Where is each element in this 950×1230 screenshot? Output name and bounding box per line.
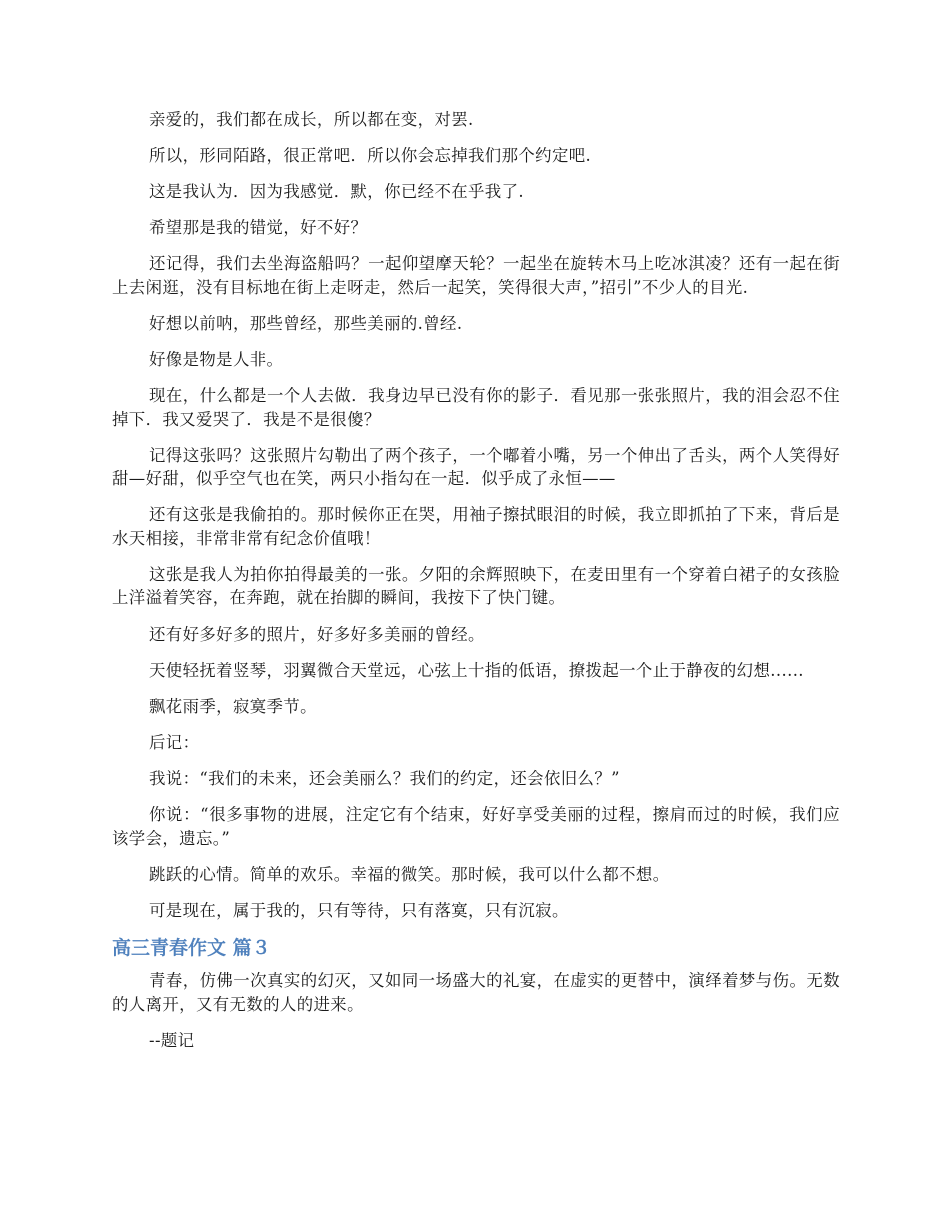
paragraph: 跳跃的心情。简单的欢乐。幸福的微笑。那时候，我可以什么都不想。 [149, 864, 670, 884]
paragraph: 所以，形同陌路，很正常吧．所以你会忘掉我们那个约定吧. [149, 146, 592, 166]
document-body [112, 108, 840, 1065]
paragraph: 好像是物是人非。 [149, 350, 284, 370]
section-heading: 高三青春作文 篇３ [112, 937, 271, 960]
paragraph: 后记： [149, 732, 200, 752]
paragraph: 好想以前呐，那些曾经，那些美丽的.曾经. [149, 313, 463, 333]
paragraph: 记得这张吗？这张照片勾勒出了两个孩子，一个嘟着小嘴，另一个伸出了舌头，两个人笑得好甜—好甜，似乎空气也在笑，两只小指勾在一起．似乎成了永恒—— [112, 445, 840, 489]
paragraph: 还有这张是我偷拍的。那时候你正在哭，用袖子擦拭眼泪的时候，我立即抓拍了下来，背后是水天相接，非常非常有纪念价值哦！ [112, 505, 840, 548]
paragraph: 天使轻抚着竖琴，羽翼微合天堂远，心弦上十指的低语，撩拨起一个止于静夜的幻想...... [149, 660, 804, 680]
paragraph: 这是我认为．因为我感觉．默，你已经不在乎我了. [149, 182, 525, 202]
paragraph: 飘花雨季，寂寞季节。 [149, 696, 317, 716]
paragraph: 现在，什么都是一个人去做．我身边早已没有你的影子．看见那一张张照片，我的泪会忍不住掉下．我又爱哭了．我是不是很傻？ [112, 386, 840, 429]
paragraph: 可是现在，属于我的，只有等待，只有落寞，只有沉寂。 [149, 900, 569, 920]
paragraph: 还记得，我们去坐海盗船吗？一起仰望摩天轮？一起坐在旋转木马上吃冰淇凌？还有一起在街上去闲逛，没有目标地在街上走呀走，然后一起笑，笑得很大声，”招引”不少人的目光. [112, 254, 840, 297]
paragraph: 这张是我人为拍你拍得最美的一张。夕阳的余辉照映下，在麦田里有一个穿着白裙子的女孩脸上洋溢着笑容，在奔跑，就在抬脚的瞬间，我按下了快门键。 [112, 564, 840, 608]
paragraph: 还有好多好多的照片，好多好多美丽的曾经。 [149, 624, 485, 644]
paragraph: 我说：“我们的未来，还会美丽么？我们的约定，还会依旧么？” [149, 768, 620, 788]
paragraph: 希望那是我的错觉，好不好？ [149, 218, 368, 238]
paragraph: 青春，仿佛一次真实的幻灭，又如同一场盛大的礼宴，在虚实的更替中，演绎着梦与伤。无数的人离开，又有无数的人的进来。 [112, 971, 840, 1014]
paragraph: 你说：“很多事物的进展，注定它有个结束，好好享受美丽的过程，擦肩而过的时候，我们应该学会，遗忘。” [112, 805, 840, 848]
paragraph: 亲爱的，我们都在成长，所以都在变，对罢. [149, 110, 474, 129]
paragraph: --题记 [149, 1030, 195, 1050]
